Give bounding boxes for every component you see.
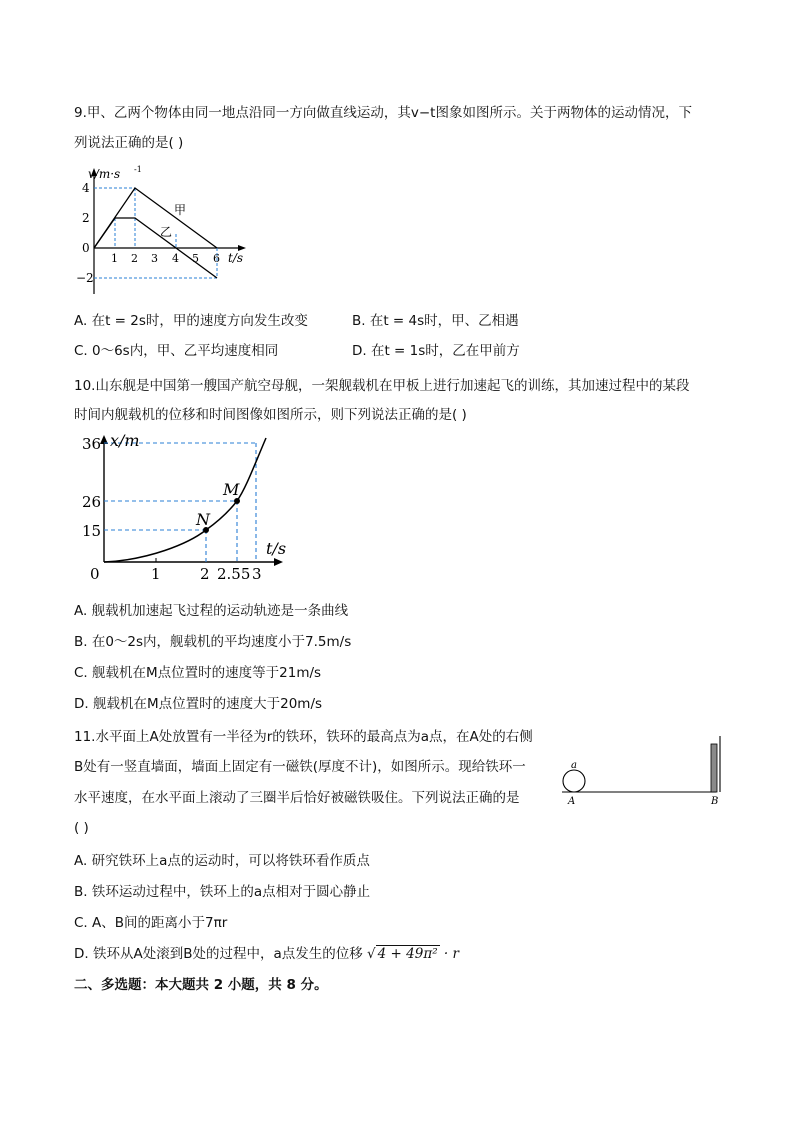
q10-stem-line1: 10.山东舰是中国第一艘国产航空母舰，一架舰载机在甲板上进行加速起飞的训练，其加速过程中的某段 — [74, 378, 690, 394]
q9-jia-line — [94, 188, 217, 248]
q11-option-b: B. 铁环运动过程中，铁环上的a点相对于圆心静止 — [74, 884, 371, 900]
q11-option-d-suffix: · r — [443, 946, 459, 962]
sqrt-icon: √ — [367, 946, 376, 962]
q11-option-c: C. A、B间的距离小于7πr — [74, 915, 228, 931]
q9-option-a: A. 在t = 2s时，甲的速度方向发生改变 — [74, 313, 308, 329]
q9-stem-line2: 列说法正确的是( ) — [74, 135, 184, 151]
q11-magnet-wall — [711, 744, 717, 792]
q10-point-m-label: M — [223, 480, 240, 499]
q10-option-d: D. 舰载机在M点位置时的速度大于20m/s — [74, 696, 323, 712]
q10-option-a: A. 舰载机加速起飞过程的运动轨迹是一条曲线 — [74, 603, 349, 619]
q10-xt-graph — [78, 432, 300, 584]
q11-option-d-prefix: D. 铁环从A处滚到B处的过程中，a点发生的位移 — [74, 946, 363, 962]
q10-ytick: 15 — [82, 522, 102, 540]
q10-ytick: 26 — [82, 493, 102, 511]
q10-xtick: 3 — [252, 565, 262, 583]
q10-option-b: B. 在0～2s内，舰载机的平均速度小于7.5m/s — [74, 634, 352, 650]
q11-label-B: B — [711, 796, 719, 807]
q11-stem-line4: ( ) — [74, 820, 89, 836]
q9-ytick: −2 — [76, 271, 94, 285]
q9-axis-y-label: v/m·s — [88, 167, 121, 181]
q9-axis-y-exp: -1 — [134, 165, 142, 174]
q11-stem-line2: B处有一竖直墙面，墙面上固定有一磁铁(厚度不计)，如图所示。现给铁环一 — [74, 759, 526, 775]
section2-heading: 二、多选题：本大题共 2 小题，共 8 分。 — [74, 977, 328, 993]
q11-option-d-radicand: 4 + 49π² — [377, 946, 438, 962]
q11-label-a: a — [571, 760, 577, 771]
q9-vt-graph — [74, 162, 264, 298]
q11-label-A: A — [568, 796, 576, 807]
q10-option-c: C. 舰载机在M点位置时的速度等于21m/s — [74, 665, 322, 681]
q11-stem-line1: 11.水平面上A处放置有一半径为r的铁环，铁环的最高点为a点，在A处的右侧 — [74, 729, 533, 745]
q9-ytick: 4 — [82, 181, 90, 195]
q9-option-b: B. 在t = 4s时，甲、乙相遇 — [352, 313, 519, 329]
q9-axis-x-label: t/s — [228, 251, 244, 265]
q10-stem-line2: 时间内舰载机的位移和时间图像如图所示，则下列说法正确的是( ) — [74, 407, 467, 423]
q9-xtick: 2 — [131, 252, 138, 265]
q9-stem-line1: 9.甲、乙两个物体由同一地点沿同一方向做直线运动，其v−t图象如图所示。关于两物体的运动情况，下 — [74, 105, 692, 121]
q10-xtick: 2 — [200, 565, 210, 583]
q9-label-jia: 甲 — [174, 203, 187, 217]
q10-point-n-label: N — [196, 510, 210, 529]
q9-xtick: 3 — [151, 252, 158, 265]
q10-xtick: 1 — [151, 565, 161, 583]
q11-stem-line3: 水平速度，在水平面上滚动了三圈半后恰好被磁铁吸住。下列说法正确的是 — [74, 790, 520, 806]
q11-ring — [563, 770, 585, 792]
q10-axis-x-label: t/s — [266, 539, 287, 558]
q11-ring-figure — [556, 732, 728, 812]
q10-curve — [104, 438, 266, 562]
q9-option-c: C. 0～6s内，甲、乙平均速度相同 — [74, 343, 279, 359]
q9-option-d: D. 在t = 1s时，乙在甲前方 — [352, 343, 520, 359]
q10-axis-y-label: x/m — [110, 432, 140, 450]
q10-ytick: 0 — [90, 565, 100, 583]
q9-label-yi: 乙 — [160, 225, 173, 239]
q9-xtick: 4 — [172, 252, 179, 265]
q9-xtick: 5 — [192, 252, 199, 265]
q9-ytick: 2 — [82, 211, 90, 225]
q10-ytick: 36 — [82, 435, 102, 453]
q11-option-d — [74, 944, 459, 964]
q11-option-a: A. 研究铁环上a点的运动时，可以将铁环看作质点 — [74, 853, 370, 869]
q9-xtick: 1 — [111, 252, 118, 265]
q9-xtick: 6 — [213, 252, 220, 265]
q10-xtick: 2.55 — [217, 565, 251, 583]
q9-ytick: 0 — [82, 241, 90, 255]
